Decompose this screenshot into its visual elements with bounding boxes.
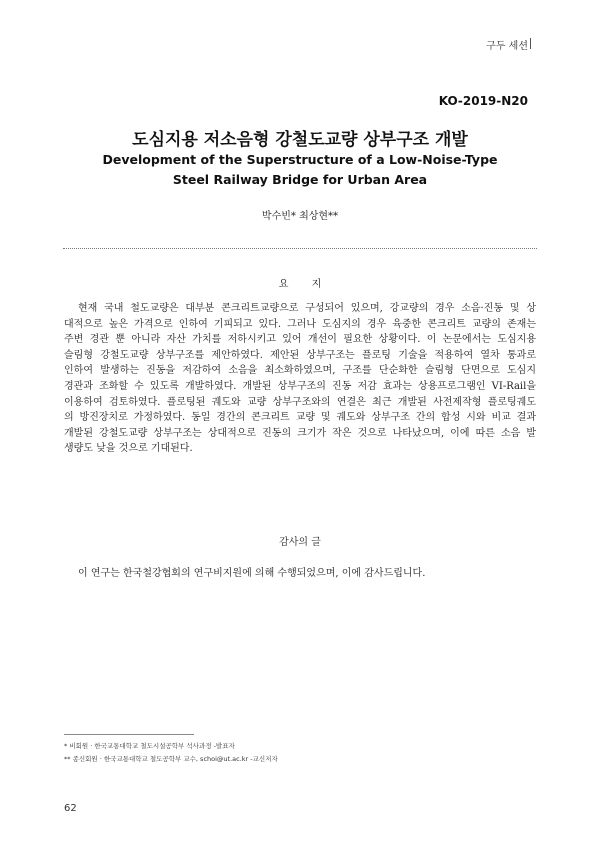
abstract-line: 대적으로 높은 가격으로 인하여 기피되고 있다. 그러나 도심지의 경우 육중한 콘크리트 교량의 존재는 (64, 318, 536, 330)
dotted-divider (63, 248, 537, 249)
author-list: 박수빈* 최상현** (261, 211, 339, 222)
abstract-line: 개발된 강철도교량 상부구조는 상대적으로 진동의 크기가 작은 것으로 나타났으며, 이에 따른 소음 발 (64, 427, 536, 439)
abstract-line: 의 방진장치로 가정하였다. 동일 경간의 콘크리트 교량 및 궤도와 상부구조 간의 합성 시와 비교 결과 (64, 412, 536, 424)
abstract-line: 슬림형 강철도교량 상부구조를 제안하였다. 제안된 상부구조는 플로팅 기술을 적용하여 열차 통과로 (64, 349, 536, 361)
acknowledgment-heading: 감사의 글 (279, 537, 321, 548)
abstract-line: 이용하여 검토하였다. 플로팅된 궤도와 교량 상부구조와의 연결은 최근 개발된 사전제작형 플로팅궤도 (64, 396, 536, 408)
abstract-body (64, 301, 536, 457)
paper-title-english-line-2: Steel Railway Bridge for Urban Area (172, 172, 428, 187)
paper-code: KO-2019-N20 (438, 94, 528, 108)
section-label: 구두 세션 (486, 41, 528, 52)
section-divider-bar (530, 38, 531, 49)
abstract-line: 현재 국내 철도교량은 대부분 콘크리트교량으로 구성되어 있으며, 강교량의 경우 소음·진동 및 상 (78, 303, 536, 314)
footnote-corresponding-author: ** 종신회원 · 한국교통대학교 철도공학부 교수, schoi@ut.ac.kr -교신저자 (64, 755, 278, 763)
abstract-heading: 요 지 (278, 279, 332, 290)
abstract-line: 인하여 발생하는 진동을 저감하여 소음을 최소화하였으며, 구조를 단순화한 슬림형 단면으로 도심지 (64, 365, 536, 377)
footnote-presenter: * 비회원 · 한국교통대학교 철도시설공학부 석사과정 -발표자 (64, 742, 235, 750)
paper-title-english-line-1: Development of the Superstructure of a Low-Noise-Type (102, 152, 498, 167)
abstract-line: 주변 경관 뿐 아니라 자산 가치를 저하시키고 있어 개선이 필요한 상황이다. 이 논문에서는 도심지용 (64, 334, 536, 346)
footnote-rule (64, 734, 194, 735)
paper-title-korean: 도심지용 저소음형 강철도교량 상부구조 개발 (132, 130, 468, 150)
abstract-line: 경관과 조화할 수 있도록 개발하였다. 개발된 상부구조의 진동 저감 효과는 상용프로그램인 VI-Rail을 (64, 380, 536, 392)
acknowledgment-body: 이 연구는 한국철강협회의 연구비지원에 의해 수행되었으며, 이에 감사드립니다. (78, 568, 426, 579)
abstract-line: 생량도 낮을 것으로 기대된다. (64, 443, 193, 455)
page-number: 62 (64, 803, 77, 814)
